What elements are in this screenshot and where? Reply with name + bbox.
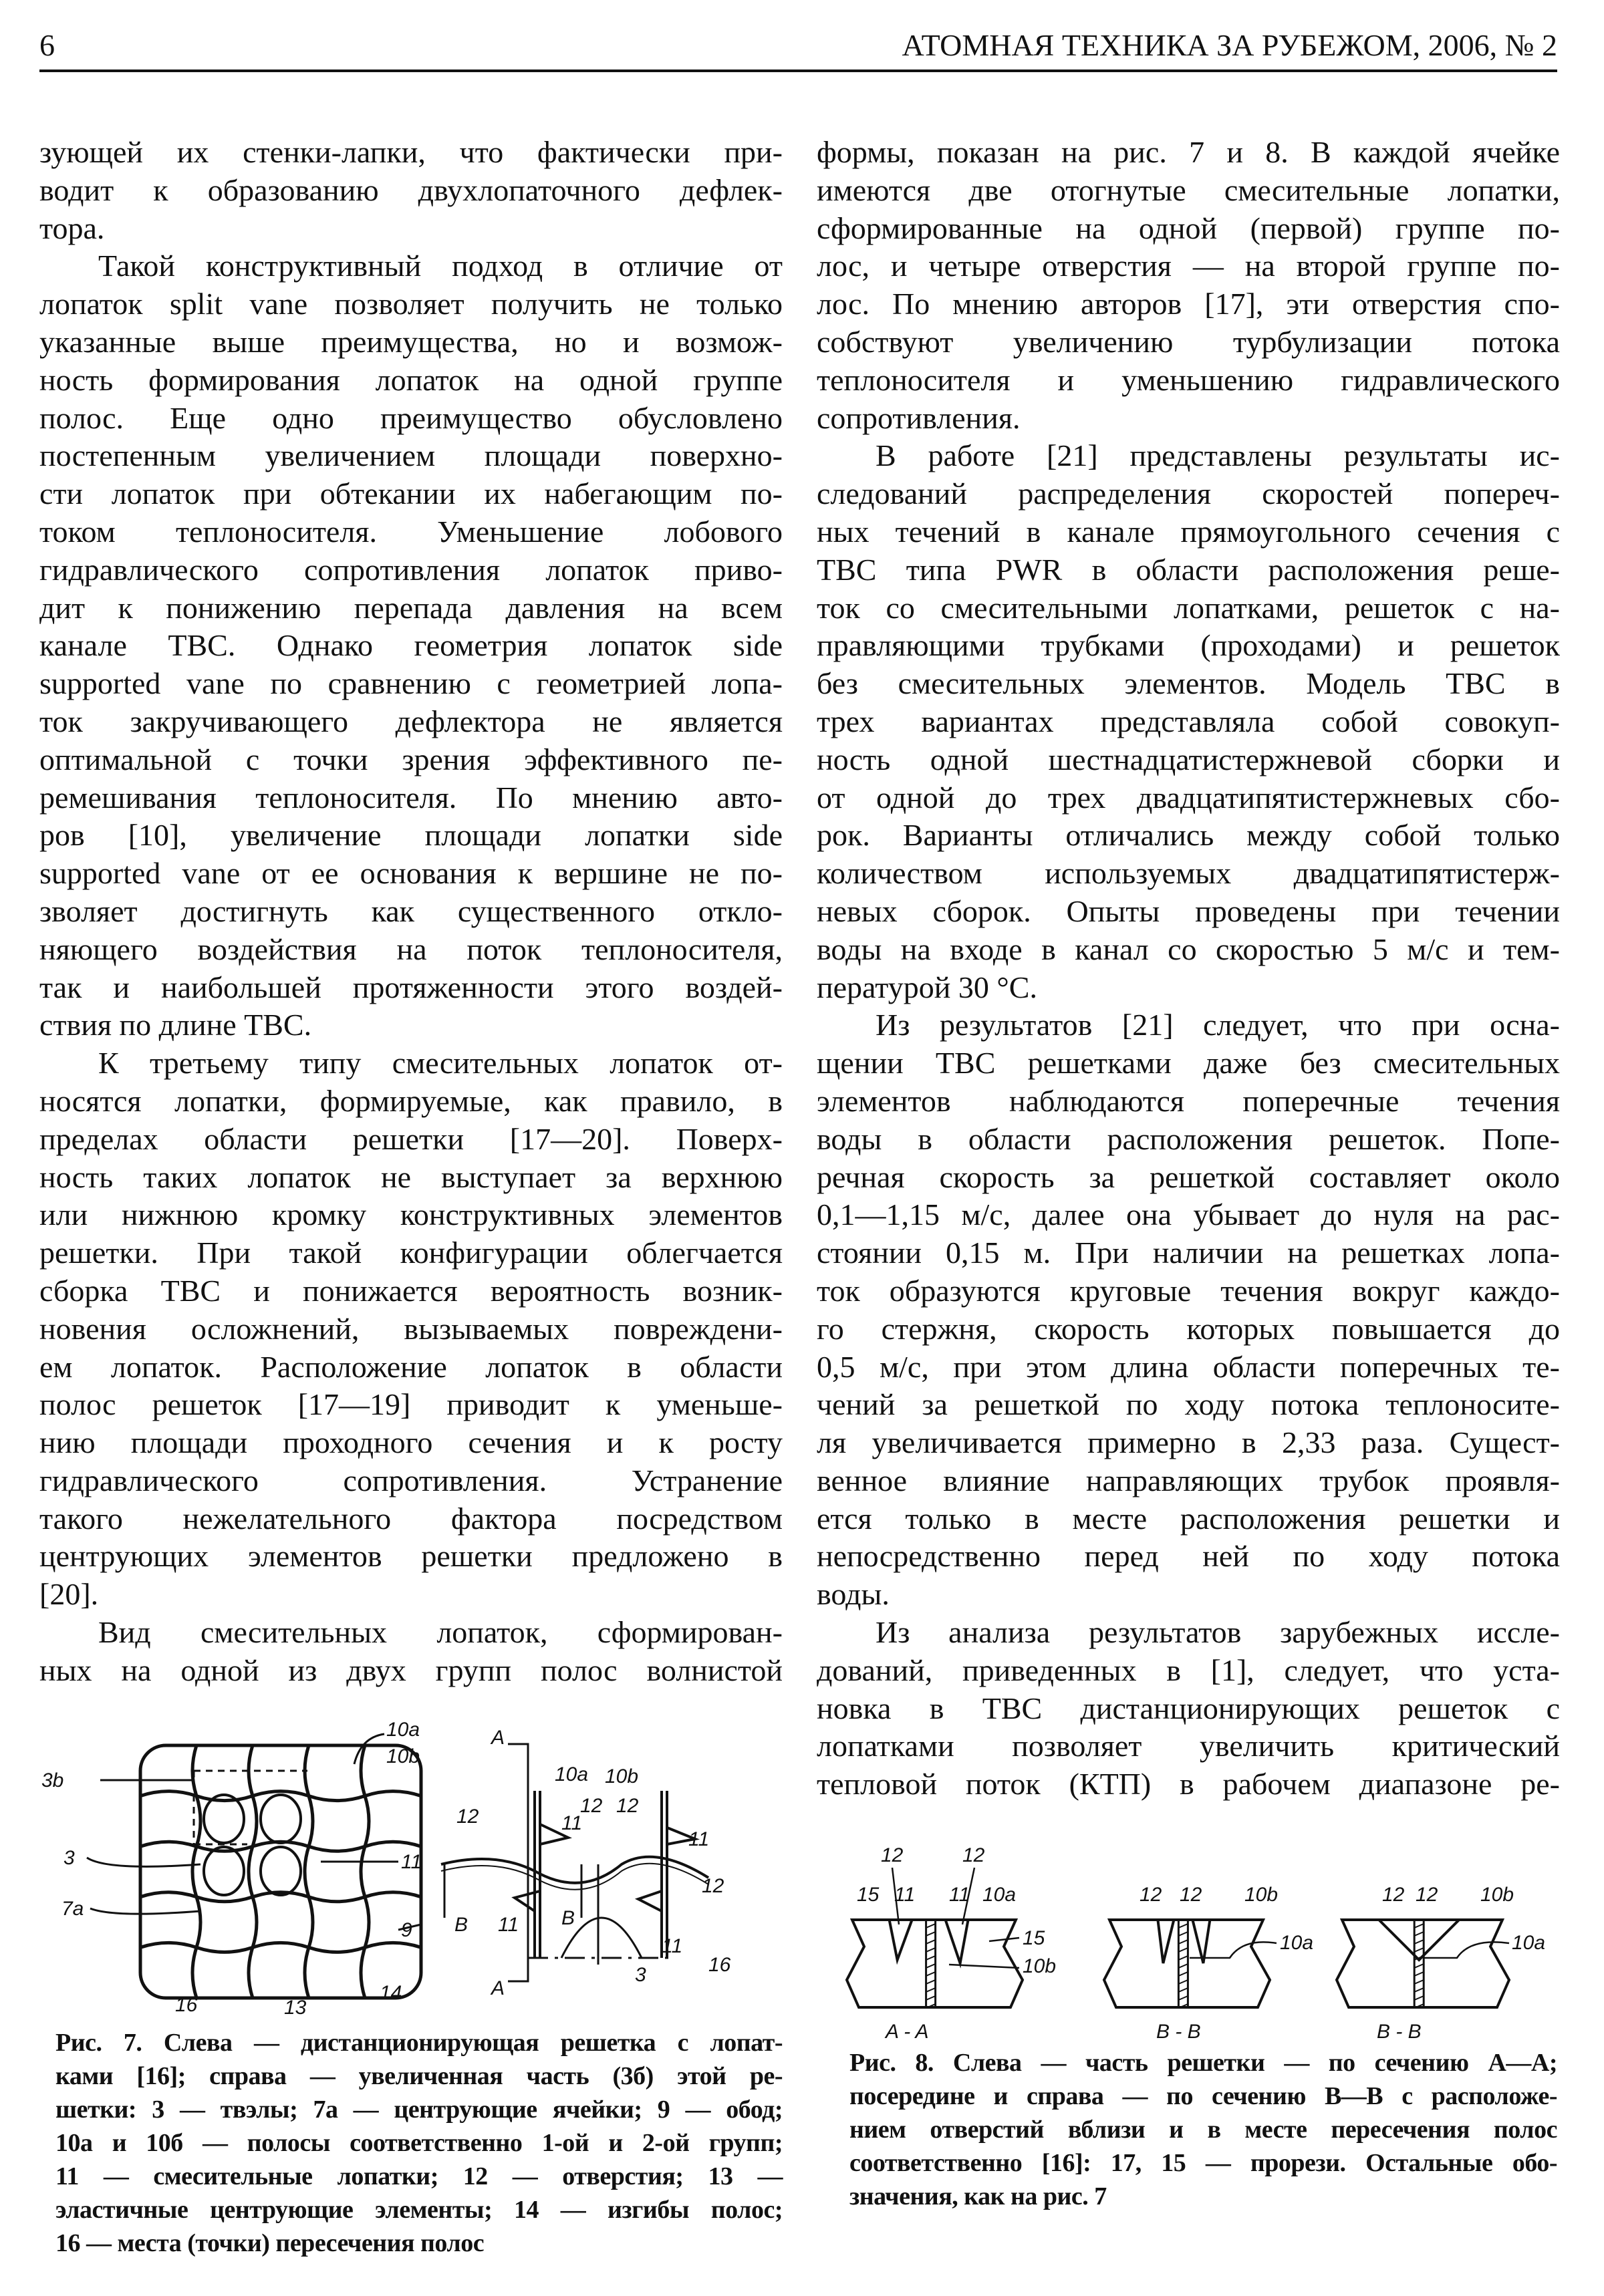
fig8-label: 12	[1382, 1884, 1405, 1906]
text-line: чений за решеткой по ходу потока теплоносите-	[817, 1387, 1560, 1422]
hatch-mark	[926, 1964, 936, 1968]
fig7-label: 11	[662, 1935, 683, 1957]
text-line: сопротивления.	[817, 400, 1021, 435]
hatch-mark	[1414, 1988, 1424, 1992]
fig7-label: B	[561, 1907, 575, 1929]
fig8-label: 15	[857, 1884, 880, 1906]
text-line: оптимальной с точки зрения эффективного пе-	[39, 742, 783, 776]
text-line: так и наибольшей протяженности этого воздей-	[39, 970, 783, 1004]
fig8-label: 12	[962, 1844, 985, 1866]
text-line: ТВС типа PWR в области расположения реше-	[817, 552, 1560, 587]
text-line: шетки: 3 — твэлы; 7а — центрующие ячейки; 9 — обод;	[55, 2096, 783, 2124]
fig8-label: 10b	[1480, 1884, 1514, 1906]
fig8-label: 11	[949, 1884, 970, 1906]
hatch-mark	[1414, 1964, 1424, 1968]
text-line: элементов наблюдаются поперечные течения	[817, 1083, 1560, 1118]
text-line: воды в области расположения решеток. Попе-	[817, 1121, 1560, 1156]
text-line: или нижнюю кромку конструктивных элементов	[39, 1197, 783, 1232]
text-line: ных течений в канале прямоугольного сечения с	[817, 514, 1560, 549]
text-line: указанные выше преимущества, но и возмож-	[39, 324, 783, 359]
text-line: новка в ТВС дистанционирующих решеток с	[817, 1691, 1560, 1725]
running-header-title: АТОМНАЯ ТЕХНИКА ЗА РУБЕЖОМ, 2006, № 2	[902, 28, 1557, 62]
fig8-section-title: B - B	[1156, 2021, 1201, 2043]
text-line: рок. Варианты отличались между собой только	[817, 818, 1560, 853]
grid-strip	[305, 1745, 313, 1998]
fig7-label: 11	[498, 1914, 519, 1936]
hatch-mark	[926, 1972, 936, 1976]
hatch-mark	[1178, 1996, 1188, 2000]
fig7-label: 14	[380, 1982, 402, 2004]
fig8-label: 10a	[1280, 1932, 1314, 1954]
fig7-label: 10a	[386, 1719, 420, 1741]
fig8-section-title: B - B	[1377, 2021, 1422, 2043]
text-line: теплоносителя и уменьшению гидравлического	[817, 362, 1560, 397]
text-line: 11 — смесительные лопатки; 12 — отверстия; 13 —	[55, 2162, 783, 2190]
text-line: дит к понижению перепада давления на всем	[39, 590, 783, 625]
hatch-mark	[1178, 1940, 1188, 1944]
text-line: невых сборок. Опыты проведены при течении	[817, 893, 1560, 928]
text-line: следований распределения скоростей попереч-	[817, 476, 1560, 511]
text-line: ток со смесительными лопатками, решеток с на-	[817, 590, 1560, 625]
text-line: решетки. При такой конфигурации облегчается	[39, 1236, 783, 1270]
text-line: посередине и справа — по сечению В—В с расположе-	[849, 2082, 1557, 2110]
text-line: эластичные центрующие элементы; 14 — изгибы полос;	[55, 2196, 783, 2224]
text-line: воды на входе в канал со скоростью 5 м/с и тем-	[817, 931, 1560, 966]
text-line: ток закручивающего дефлектора не является	[39, 704, 783, 738]
text-line: Рис. 7. Слева — дистанционирующая решетка с лопат-	[55, 2029, 783, 2057]
hatch-mark	[926, 1932, 936, 1936]
text-line: сборка ТВС и понижается вероятность возник-	[39, 1273, 783, 1308]
figure7-labels	[41, 1719, 731, 2019]
hatch-mark	[1178, 1948, 1188, 1952]
fig7-label: 16	[708, 1954, 731, 1976]
text-line: полос решеток [17—19] приводит к уменьше-	[39, 1387, 783, 1422]
text-line: ками [16]; справа — увеличенная часть (3б) этой ре-	[55, 2062, 783, 2090]
fig8-label: 10b	[1244, 1884, 1279, 1906]
text-line: го стержня, скорость которых повышается до	[817, 1311, 1560, 1346]
hatch-mark	[1178, 1932, 1188, 1936]
text-line: полос. Еще одно преимущество обусловлено	[39, 400, 783, 435]
text-line: соответственно [16]: 17, 15 — прорези. Остальные обо-	[849, 2149, 1557, 2177]
fig7-label: 7a	[61, 1898, 84, 1920]
text-line: формы, показан на рис. 7 и 8. В каждой ячейке	[817, 135, 1560, 169]
text-line: зующей их стенки-лапки, что фактически при-	[39, 135, 783, 169]
text-line: носятся лопатки, формируемые, как правило, в	[39, 1083, 783, 1118]
fig7-label: 12	[616, 1795, 639, 1817]
fig7-label: 3	[63, 1847, 75, 1869]
text-line: зволяет достигнуть как существенного откло-	[39, 893, 783, 928]
hatch-mark	[1178, 1924, 1188, 1928]
text-line: имеются две отогнутые смесительные лопатки,	[817, 172, 1560, 207]
hatch-mark	[1414, 1980, 1424, 1984]
text-line: сти лопаток при обтекании их набегающим по-	[39, 476, 783, 511]
text-line: непосредственно перед ней по ходу потока	[817, 1539, 1560, 1574]
fig8-label: 10a	[1512, 1932, 1546, 1954]
figure8-sections-drawing	[847, 1868, 1509, 2008]
fuel-rod	[204, 1847, 244, 1895]
text-line: водит к образованию двухлопаточного дефлек-	[39, 172, 783, 207]
fig7-label: 3b	[41, 1769, 64, 1791]
text-line: новения осложнений, вызываемых повреждени-	[39, 1311, 783, 1346]
hatch-mark	[1178, 1972, 1188, 1976]
fig8-label: 12	[1140, 1884, 1162, 1906]
figure8-caption	[849, 2046, 1557, 2213]
fig7-label: 10b	[386, 1745, 420, 1767]
fig8-section-title: A - A	[886, 2021, 929, 2043]
fig7-label: 12	[580, 1795, 603, 1817]
hatch-mark	[926, 1996, 936, 2000]
text-line: количеством используемых двадцатипятистерж-	[817, 856, 1560, 891]
text-line: няющего воздействия на поток теплоносителя,	[39, 931, 783, 966]
text-line: тепловой поток (КТП) в рабочем диапазоне ре-	[817, 1767, 1560, 1802]
text-line: щении ТВС решетками даже без смесительных	[817, 1046, 1560, 1081]
text-line: канале ТВС. Однако геометрия лопаток side	[39, 628, 783, 663]
text-line: Вид смесительных лопаток, сформирован-	[98, 1615, 783, 1650]
text-line: ность таких лопаток не выступает за верхнюю	[39, 1159, 783, 1194]
fig7-label: 11	[688, 1828, 710, 1850]
figure7-caption	[55, 2026, 783, 2260]
text-line: ность одной шестнадцатистержневой сборки и	[817, 742, 1560, 776]
text-line: лос. По мнению авторов [17], эти отверстия спо-	[817, 287, 1560, 321]
text-line: речная скорость за решеткой составляет около	[817, 1159, 1560, 1194]
fig7-label: 12	[702, 1875, 724, 1897]
hatch-mark	[926, 1956, 936, 1960]
hatch-mark	[1414, 1932, 1424, 1936]
hatch-mark	[1414, 1948, 1424, 1952]
grid-strip	[140, 1943, 421, 1952]
fig7-label: A	[491, 1727, 505, 1749]
fig8-label: 10a	[982, 1884, 1017, 1906]
text-line: сформированные на одной (первой) группе по-	[817, 210, 1560, 245]
figure7-spacer-grid-drawing	[87, 1734, 421, 1998]
text-line: Такой конструктивный подход в отличие от	[98, 249, 783, 283]
text-line: 0,1—1,15 м/с, далее она убывает до нуля на рас-	[817, 1197, 1560, 1232]
fig7-label: 13	[284, 1997, 307, 2019]
fig8-label: 12	[881, 1844, 904, 1866]
text-line: пературой 30 °С.	[817, 970, 1037, 1004]
fig8-label: 12	[1416, 1884, 1438, 1906]
text-line: значения, как на рис. 7	[849, 2182, 1107, 2210]
text-line: нию площади проходного сечения и к росту	[39, 1425, 783, 1460]
text-line: ствия по длине ТВС.	[39, 1008, 312, 1042]
text-line: такого нежелательного фактора посредством	[39, 1501, 783, 1536]
grid-strip	[249, 1745, 257, 1998]
text-line: ремешивания теплоносителя. По мнению авто-	[39, 780, 783, 815]
leader-line	[354, 1734, 384, 1764]
hatch-mark	[926, 1948, 936, 1952]
text-line: венное влияние направляющих трубок проявля-	[817, 1463, 1560, 1497]
text-line: К третьему типу смесительных лопаток от-	[98, 1046, 783, 1081]
text-line: Рис. 8. Слева — часть решетки — по сечению А—А;	[849, 2049, 1557, 2077]
text-line: током теплоносителя. Уменьшение лобового	[39, 514, 783, 549]
fig7-label: 9	[401, 1919, 412, 1941]
fig7-label: A	[491, 1977, 505, 1999]
fig7-label: 11	[401, 1851, 422, 1873]
text-line: лопаток split vane позволяет получить не только	[39, 287, 783, 321]
fig7-label: 11	[561, 1812, 583, 1834]
text-line: ток образуются круговые течения вокруг каждо-	[817, 1273, 1560, 1308]
text-line: трех вариантах представляла собой совокуп-	[817, 704, 1560, 738]
fuel-rod	[261, 1847, 301, 1895]
text-line: ем лопаток. Расположение лопаток в области	[39, 1349, 783, 1384]
text-line: ров [10], увеличение площади лопатки side	[39, 818, 783, 853]
hatch-mark	[1178, 1980, 1188, 1984]
text-line: ность формирования лопаток на одной группе	[39, 362, 783, 397]
text-line: ется только в месте расположения решетки и	[817, 1501, 1560, 1536]
text-line: воды.	[817, 1577, 890, 1612]
leader-line	[87, 1858, 200, 1866]
fig7-label: 10b	[605, 1765, 639, 1787]
text-line: В работе [21] представлены результаты ис-	[876, 438, 1560, 473]
text-line: от одной до трех двадцатипятистержневых сбо-	[817, 780, 1560, 815]
fig7-label: 16	[175, 1994, 198, 2016]
fig7-label: 3	[635, 1964, 646, 1986]
hatch-mark	[1414, 1972, 1424, 1976]
fig8-label: 12	[1180, 1884, 1202, 1906]
grid-strip	[361, 1745, 369, 1998]
text-line: supported vane от ее основания к вершине не по-	[39, 856, 783, 891]
grid-strip	[140, 1892, 421, 1902]
text-line: лос, и четыре отверстия — на второй группе по-	[817, 249, 1560, 283]
text-line: постепенным увеличением площади поверхно-	[39, 438, 783, 473]
text-line: ля увеличивается примерно в 2,33 раза. Сущест-	[817, 1425, 1560, 1460]
text-line: нием отверстий вблизи и в месте пересечения полос	[849, 2116, 1557, 2144]
fig7-label: 10a	[555, 1763, 589, 1785]
text-line: центрующих элементов решетки предложено в	[39, 1539, 783, 1574]
text-line: гидравлического сопротивления лопаток приво-	[39, 552, 783, 587]
fuel-rod	[261, 1795, 301, 1843]
text-line: дований, приведенных в [1], следует, что уста-	[817, 1653, 1560, 1687]
text-line: ных на одной из двух групп полос волнистой	[39, 1653, 783, 1687]
text-line: гидравлического сопротивления. Устранение	[39, 1463, 783, 1497]
text-line: без смесительных элементов. Модель ТВС в	[817, 666, 1560, 701]
hatch-mark	[926, 1980, 936, 1984]
text-line: [20].	[39, 1577, 99, 1612]
text-line: Из результатов [21] следует, что при осна-	[876, 1008, 1560, 1042]
fig7-label: B	[454, 1914, 469, 1936]
hatch-mark	[1178, 1988, 1188, 1992]
text-line: собствуют увеличению турбулизации потока	[817, 324, 1560, 359]
text-line: тора.	[39, 210, 105, 245]
hatch-mark	[926, 1988, 936, 1992]
text-line: 10а и 10б — полосы соответственно 1-ой и 2-ой групп;	[55, 2129, 783, 2157]
hatch-mark	[1414, 1924, 1424, 1928]
text-line: стоянии 0,15 м. При наличии на решетках лопа-	[817, 1236, 1560, 1270]
text-line: лопатками позволяет увеличить критический	[817, 1729, 1560, 1763]
text-line: 16 — места (точки) пересечения полос	[55, 2229, 485, 2257]
text-line: правляющими трубками (проходами) и решеток	[817, 628, 1560, 663]
text-line: пределах области решетки [17—20]. Поверх-	[39, 1121, 783, 1156]
hatch-mark	[1178, 1956, 1188, 1960]
text-line: supported vane по сравнению с геометрией лопа-	[39, 666, 783, 701]
fig7-label: 12	[456, 1806, 479, 1828]
fig8-label: 15	[1023, 1927, 1045, 1949]
page-number: 6	[39, 28, 55, 62]
hatch-mark	[1414, 1940, 1424, 1944]
fig8-label: 11	[894, 1884, 916, 1906]
hatch-mark	[1178, 1964, 1188, 1968]
hatch-mark	[926, 1940, 936, 1944]
hatch-mark	[926, 1924, 936, 1928]
grid-rim	[140, 1745, 421, 1998]
text-line: 0,5 м/с, при этом длина области поперечных те-	[817, 1349, 1560, 1384]
hatch-mark	[1414, 1996, 1424, 2000]
leader-line	[90, 1908, 200, 1914]
figure8-labels	[857, 1844, 1545, 2043]
fig8-label: 10b	[1023, 1955, 1057, 1977]
text-line: Из анализа результатов зарубежных иссле-	[876, 1615, 1560, 1650]
